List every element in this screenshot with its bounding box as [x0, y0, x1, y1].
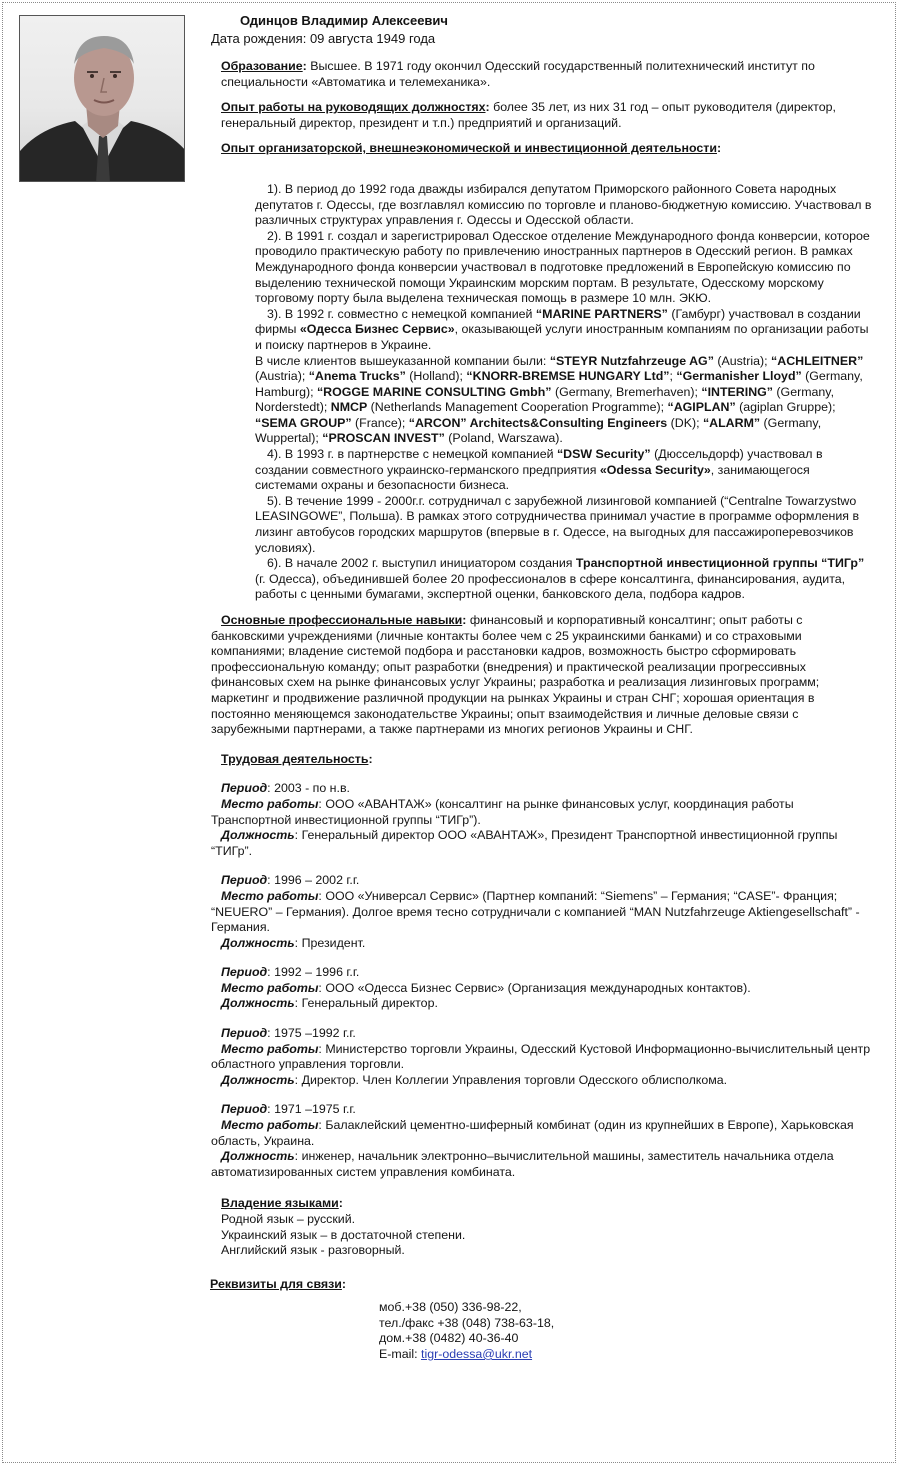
period-label: Период: [221, 1102, 268, 1117]
contacts-section: Реквизиты для связи:: [210, 1276, 347, 1291]
company-dsw-security: “DSW Security”: [556, 447, 651, 462]
company-tigr: Транспортной инвестиционной группы “ТИГр”: [575, 556, 865, 571]
skills-heading: Основные профессиональные навыки: [221, 613, 463, 627]
workplace-label: Место работы: [221, 888, 319, 903]
client-name: “AGIPLAN”: [667, 400, 736, 415]
client-location: (Germany, Norderstedt);: [255, 384, 835, 415]
period-label: Период: [221, 965, 268, 980]
email-line: [379, 1347, 875, 1363]
job-entry: Период: 1975 –1992 г.г. Место работы: Министерство торговли Украины, Одесский Кустовой Информационно-вычислительный центр областного управления торговли. Должность: Директор. Член Коллегии Управления торговли Одесского облисполкома.: [211, 1026, 871, 1087]
position-label: Должность: [221, 935, 295, 950]
position-label: Должность: [221, 996, 295, 1011]
experience-item-6: [255, 556, 875, 603]
job-workplace: ООО «Одесса Бизнес Сервис» (Организация международных контактов).: [325, 980, 751, 995]
client-name: “Anema Trucks”: [308, 369, 406, 384]
company-odessa-business-service: «Одесса Бизнес Сервис»: [299, 322, 455, 337]
organizational-heading: Опыт организаторской, внешнеэкономической и инвестиционной деятельности: [221, 141, 717, 156]
job-position: инженер, начальник электронно–вычислительной машины, заместитель начальника отдела автоматизированных систем управления комбината.: [211, 1149, 834, 1179]
job-position: Генеральный директор.: [301, 996, 438, 1011]
languages-heading: Владение языками: [221, 1196, 339, 1211]
client-location: (Holland);: [405, 369, 467, 384]
skills-text: финансовый и корпоративный консалтинг; опыт работы с банковскими учреждениями (личные контакты более чем с 25 украинскими банками) и со страховыми компаниями; владение системой подбора и расстановки кадров, возможность быстро сформировать профессиональную команду; опыт разработки (внедрения) и практической реализации прогрессивных финансовых схем на рынке финансовых услуг Украины; разработка и реализация лизинговых программ; маркетинг и продвижение различной продукции на рынках Украины и стран СНГ; хорошая ориентация в постоянно меняющемся законодательстве Украины; опыт взаимодействия и личные деловые связи с зарубежными партнерами, а также партнерами из многих регионов Украины и СНГ.: [211, 613, 820, 737]
client-location: (agiplan Gruppe);: [735, 400, 836, 415]
email-link[interactable]: tigr-odessa@ukr.net: [421, 1346, 533, 1361]
language-item: Английский язык - разговорный.: [221, 1243, 405, 1258]
mobile-phone: моб.+38 (050) 336-98-22,: [379, 1300, 522, 1315]
client-name: “ROGGE MARINE CONSULTING Gmbh”: [316, 384, 552, 399]
client-name: “Germanisher Lloyd”: [676, 369, 802, 384]
work-heading: Трудовая деятельность: [221, 751, 369, 766]
experience-item-3-text: 3). В 1992 г. совместно с немецкой компанией: [267, 306, 536, 321]
job-period: 1996 – 2002 г.г.: [274, 873, 360, 888]
job-position: Президент.: [301, 935, 366, 950]
client-name: “PROSCAN INVEST”: [322, 431, 445, 446]
contacts-list: [379, 1300, 875, 1362]
clients-list: [255, 354, 875, 448]
education-section: Образование: Высшее. В 1971 году окончил Одесский государственный политехнический институт по специальности «Автоматика и телемеханика».: [221, 59, 815, 89]
organizational-section: Опыт организаторской, внешнеэкономической и инвестиционной деятельности:: [221, 141, 722, 156]
position-label: Должность: [221, 828, 295, 843]
person-name: Одинцов Владимир Алексеевич: [240, 13, 448, 28]
client-name: “ARCON” Architects&Consulting Engineers: [408, 415, 668, 430]
period-label: Период: [221, 873, 268, 888]
language-item: Родной язык – русский.: [221, 1212, 356, 1226]
home-phone: дом.+38 (0482) 40-36-40: [379, 1331, 519, 1346]
experience-item-4-text: 4). В 1993 г. в партнерстве с немецкой компанией: [267, 447, 557, 462]
job-period: 1971 –1975 г.г.: [274, 1102, 356, 1117]
position-label: Должность: [221, 1149, 295, 1164]
client-location: (Germany, Wuppertal);: [255, 415, 822, 446]
job-position: Директор. Член Коллегии Управления торговли Одесского облисполкома.: [301, 1072, 728, 1087]
birth-date: 09 августа 1949 года: [309, 31, 436, 46]
portrait-photo: [19, 15, 185, 182]
birth-date-line: [211, 30, 875, 47]
job-entry: Период: 1992 – 1996 г.г. Место работы: ООО «Одесса Бизнес Сервис» (Организация международных контактов). Должность: Генеральный директор.: [221, 965, 751, 1011]
languages-section: Владение языками: Родной язык – русский. Украинский язык – в достаточной степени. Английский язык - разговорный.: [221, 1196, 875, 1258]
job-entry: Период: 2003 - по н.в. Место работы: ООО «АВАНТАЖ» (консалтинг на рынке финансовых услуг, координация работы Транспортной инвестиционной группы “ТИГр”). Должность: Генеральный директор ООО «АВАНТАЖ», Президент Транспортной инвестиционной группы “ТИГр”.: [211, 781, 838, 858]
client-name: “ALARM”: [702, 415, 761, 430]
workplace-label: Место работы: [221, 1041, 319, 1056]
clients-intro: В числе клиентов вышеуказанной компании были:: [255, 353, 550, 368]
period-label: Период: [221, 781, 268, 796]
job-workplace: ООО «Универсал Сервис» (Партнер компаний: “Siemens” – Германия; “CASE”- Франция; “NEUERO” – Германия). Долгое время тесно сотрудничали с компанией “MAN Nutzfahrzeuge Aktiengesellschaft” - Германия.: [211, 888, 860, 935]
portrait-image: [20, 16, 185, 182]
client-location: (France);: [351, 415, 409, 430]
education-text: Высшее. В 1971 году окончил Одесский государственный политехнический институт по специальности «Автоматика и телемеханика».: [221, 59, 815, 89]
skills-section: Основные профессиональные навыки: финансовый и корпоративный консалтинг; опыт работы с банковскими учреждениями (личные контакты более чем с 25 украинскими банками) и со страховыми компаниями; владение системой подбора и расстановки кадров, возможность быстро сформировать профессиональную команду; опыт разработки (внедрения) и практической реализации прогрессивных финансовых схем на рынке финансовых услуг Украины; разработка и реализация лизинговых программ; маркетинг и продвижение различной продукции на рынках Украины и стран СНГ; хорошая ориентация в постоянно меняющемся законодательстве Украины; опыт взаимодействия и личные деловые связи с зарубежными партнерами, а также партнерами из многих регионов Украины и СНГ.: [211, 613, 820, 737]
job-workplace: ООО «АВАНТАЖ» (консалтинг на рынке финансовых услуг, координация работы Транспортной инвестиционной группы “ТИГр”).: [211, 796, 794, 827]
experience-item-3: [255, 307, 875, 354]
job-entry: Период: 1971 –1975 г.г. Место работы: Балаклейский цементно-шиферный комбинат (один из крупнейших в Европе), Харьковская область, Украина. Должность: инженер, начальник электронно–вычислительной машины, заместитель начальника отдела автоматизированных систем управления комбината.: [211, 1102, 854, 1179]
client-location: ;: [669, 369, 677, 384]
management-text: более 35 лет, из них 31 год – опыт руководителя (директор, генеральный директор, президент и т.п.) предприятий и организаций.: [221, 100, 836, 130]
experience-list: [205, 182, 875, 603]
client-name: “KNORR-BREMSE HUNGARY Ltd”: [466, 369, 670, 384]
workplace-label: Место работы: [221, 980, 319, 995]
client-name: “ACHLEITNER”: [771, 353, 864, 368]
education-heading: Образование: [221, 59, 303, 73]
contacts-heading: Реквизиты для связи: [210, 1276, 342, 1291]
experience-item-5: 5). В течение 1999 - 2000г.г. сотрудничал с зарубежной лизинговой компанией (“Centralne Towarzystwo LEASINGOWE”, Польша). В рамках этого сотрудничества принимал участие в программе оформления в лизинг автобусов городских маршрутов (впервые в г. Одессе, на выгодных для пассажироперевозчиков условиях).: [255, 493, 860, 555]
client-location: (Germany, Hamburg);: [255, 369, 863, 399]
phone-fax: тел./факс +38 (048) 738-63-18,: [379, 1315, 555, 1330]
workplace-label: Место работы: [221, 1118, 319, 1133]
experience-item-4: [255, 447, 875, 494]
client-location: (Poland, Warszawa).: [444, 431, 563, 446]
job-workplace: Министерство торговли Украины, Одесский Кустовой Информационно-вычислительный центр областного управления торговли.: [211, 1041, 871, 1072]
company-marine-partners: “MARINE PARTNERS”: [535, 306, 668, 321]
client-name: “STEYR Nutzfahrzeuge AG”: [549, 353, 714, 368]
job-period: 1975 –1992 г.г.: [274, 1026, 356, 1041]
client-name: “INTERING”: [701, 384, 773, 399]
job-position: Генеральный директор ООО «АВАНТАЖ», Президент Транспортной инвестиционной группы “ТИГр”.: [211, 828, 838, 858]
client-location: (Austria);: [713, 353, 772, 368]
birth-label: Дата рождения:: [211, 31, 307, 46]
client-location: (Netherlands Management Cooperation Programme);: [367, 400, 668, 415]
job-period: 1992 – 1996 г.г.: [274, 965, 360, 980]
period-label: Период: [221, 1026, 268, 1041]
client-name: NMCP: [330, 400, 368, 415]
work-section: Трудовая деятельность:: [221, 751, 373, 766]
client-location: (Austria);: [255, 369, 309, 384]
experience-item-6-text: (г. Одесса), объединившей более 20 профессионалов в сфере консалтинга, финансирования, аудита, работы с ценными бумагами, экспертной оценки, банковского дела, подбора кадров.: [255, 571, 846, 602]
experience-item-1: 1). В период до 1992 года дважды избирался депутатом Приморского районного Совета народных депутатов г. Одессы, где возглавлял комиссию по торговле и планово-бюджетную комиссию. Участвовал в различных структурах управления г. Одессы и Одесской области.: [255, 181, 872, 228]
experience-item-2: 2). В 1991 г. создал и зарегистрировал Одесское отделение Международного фонда конверсии, которое проводило практическую работу по привлечению иностранных партнеров в Одесский регион. В рамках Международного фонда конверсии участвовал в подготовке предложений в Европейскую комиссию по выделению технической помощи Украинским морским портам. В результате, Одесскому морскому торговому порту была выделена техническая помощь в размере 10 млн. ЭКЮ.: [255, 228, 870, 306]
job-period: 2003 - по н.в.: [274, 781, 350, 796]
job-workplace: Балаклейский цементно-шиферный комбинат (один из крупнейших в Европе), Харьковская область, Украина.: [211, 1118, 854, 1148]
resume-content: [205, 10, 875, 1362]
experience-item-4-text: , занимающегося системами охраны и безопасности бизнеса.: [255, 462, 810, 493]
experience-item-6-text: 6). В начале 2002 г. выступил инициатором создания: [267, 556, 576, 571]
client-location: (DK);: [667, 415, 703, 430]
experience-item-4-text: (Дюссельдорф) участвовал в создании совместного украинско-германского предприятия: [255, 447, 823, 477]
workplace-label: Место работы: [221, 796, 319, 811]
client-name: “SEMA GROUP”: [255, 415, 352, 430]
management-heading: Опыт работы на руководящих должностях: [221, 100, 486, 115]
company-odessa-security: «Odessa Security»: [599, 462, 711, 477]
email-label: E-mail:: [379, 1346, 421, 1361]
client-location: (Germany, Bremerhaven);: [551, 384, 702, 399]
experience-item-3-text: , оказывающей услуги иностранным компаниям по организации работы и поиску партнеров в Украине.: [255, 322, 869, 352]
position-label: Должность: [221, 1072, 295, 1087]
language-item: Украинский язык – в достаточной степени.: [221, 1227, 466, 1242]
experience-item-3-text: (Гамбург) участвовал в создании фирмы: [255, 306, 861, 337]
management-section: Опыт работы на руководящих должностях: более 35 лет, из них 31 год – опыт руководителя (директор, генеральный директор, президент и т.п.) предприятий и организаций.: [221, 100, 836, 130]
job-entry: Период: 1996 – 2002 г.г. Место работы: ООО «Универсал Сервис» (Партнер компаний: “Siemens” – Германия; “CASE”- Франция; “NEUERO” – Германия). Долгое время тесно сотрудничали с компанией “MAN Nutzfahrzeuge Aktiengesellschaft” - Германия. Должность: Президент.: [211, 873, 860, 950]
